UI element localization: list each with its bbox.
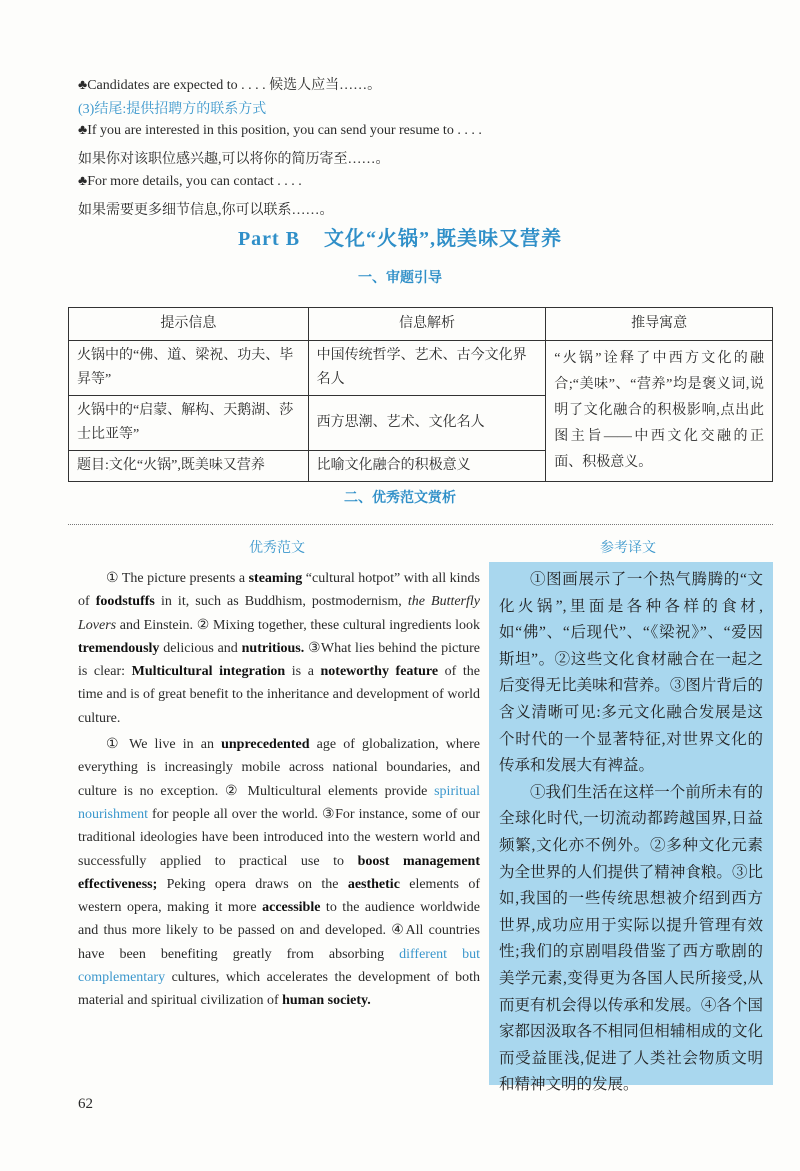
table-merged-cell: “火锅”诠释了中西方文化的融合;“美味”、“营养”均是褒义词,说明了文化融合的积极影响,点出此图主旨——中西文化交融的正面、积极意义。 bbox=[546, 341, 773, 482]
bold-phrase: steaming bbox=[248, 571, 303, 586]
highlighted-phrase: different but complementary bbox=[78, 946, 480, 986]
table-cell: 比喻文化融合的积极意义 bbox=[308, 451, 546, 482]
table-row bbox=[69, 341, 773, 396]
page-number: 62 bbox=[78, 1096, 93, 1112]
table-cell: 火锅中的“佛、道、梁祝、功夫、毕昇等” bbox=[69, 341, 309, 396]
text-run: delicious and bbox=[159, 640, 242, 656]
table-header: 推导寓意 bbox=[546, 308, 773, 341]
text-run: ① The picture presents a bbox=[106, 571, 249, 586]
top-line-3: ♣If you are interested in this position, you can send your resume to . . . . bbox=[78, 123, 482, 138]
table-cell: 火锅中的“启蒙、解构、天鹅湖、莎士比亚等” bbox=[69, 396, 309, 451]
part-title: Part B 文化“火锅”,既美味又营养 bbox=[237, 228, 563, 250]
text-run: to the audience worldwide and thus more likely to be passed on and developed. ④All countries have been benefiting greatly from absorbing bbox=[78, 900, 480, 962]
section-heading-1: 一、审题引导 bbox=[358, 271, 442, 286]
top-line-6: 如果需要更多细节信息,你可以联系……。 bbox=[78, 203, 334, 218]
text-run: ① We live in an bbox=[106, 737, 222, 753]
analysis-table bbox=[68, 307, 773, 482]
bold-phrase: tremendously bbox=[78, 640, 160, 656]
text-run: ③What lies behind the picture is clear: bbox=[78, 640, 481, 680]
bold-phrase: nutritious. bbox=[241, 640, 305, 656]
bold-phrase: unprecedented bbox=[221, 737, 310, 753]
translation-paragraph: ①图画展示了一个热气腾腾的“文化火锅”,里面是各种各样的食材,如“佛”、“后现代”、“《梁祝》”、“爱因斯坦”。②这些文化食材融合在一起之后变得无比美味和营养。③图片背后的含义清晰可见:多元文化融合发展是这个时代的一个显著特征,对世界文化的传承和发展大有裨益。 bbox=[499, 571, 763, 775]
top-line-2: (3)结尾:提供招聘方的联系方式 bbox=[78, 102, 267, 117]
bold-phrase: noteworthy feature bbox=[320, 664, 439, 680]
table-cell: 西方思潮、艺术、文化名人 bbox=[308, 396, 546, 451]
section-heading-2: 二、优秀范文赏析 bbox=[344, 491, 456, 506]
bold-phrase: human society. bbox=[282, 993, 371, 1009]
text-run: of the time and is of great benefit to the inheritance and development of world culture. bbox=[78, 664, 480, 726]
table-cell: 中国传统哲学、艺术、古今文化界名人 bbox=[308, 341, 546, 396]
italic-title: the Butterfly Lovers bbox=[78, 594, 480, 633]
top-line-4: 如果你对该职位感兴趣,可以将你的简历寄至……。 bbox=[78, 152, 390, 167]
text-run: is a bbox=[285, 664, 321, 680]
translation-paragraph: ①我们生活在这样一个前所未有的全球化时代,一切流动都跨越国界,日益频繁,文化亦不例外。②多种文化元素为全世界的人们提供了精神食粮。③比如,我国的一些传统思想被介绍到西方世界,成功应用于实际以提升管理有效性;我们的京剧唱段借鉴了西方歌剧的美学元素,变得更为各国人民所接受,从而更有机会得以传承和发展。④各个国家都因汲取各不相同但相辅相成的文化而受益匪浅,促进了人类社会物质文明和精神文明的发展。 bbox=[499, 783, 763, 1094]
text-run: Peking opera draws on the bbox=[157, 876, 348, 892]
essay-text bbox=[78, 567, 480, 1013]
dotted-divider bbox=[68, 524, 773, 525]
bold-phrase: foodstuffs bbox=[95, 594, 155, 610]
bold-phrase: accessible bbox=[262, 900, 321, 916]
text-run: age of globalization, where everything is increasingly mobile across national boundaries, and culture is no exception. ② Multicultural elements provide bbox=[78, 737, 480, 799]
table-cell: 题目:文化“火锅”,既美味又营养 bbox=[69, 451, 309, 482]
translation-box bbox=[489, 562, 773, 1094]
table-header: 提示信息 bbox=[69, 308, 309, 341]
text-run: “cultural hotpot” with all kinds of bbox=[78, 571, 481, 610]
table-header-row bbox=[69, 308, 773, 341]
translation-heading: 参考译文 bbox=[600, 541, 656, 556]
text-run: in it, such as Buddhism, postmodernism, bbox=[154, 594, 408, 610]
bold-phrase: boost management effectiveness; bbox=[78, 853, 480, 892]
essay-paragraph bbox=[78, 733, 480, 1013]
table-header: 信息解析 bbox=[308, 308, 546, 341]
text-run: for people all over the world. ③For instance, some of our traditional ideologies have been introduced into the western world and successfully applied to practical use to bbox=[78, 806, 480, 869]
text-run: elements of western opera, making it more bbox=[78, 876, 480, 916]
highlighted-phrase: spiritual nourishment bbox=[78, 783, 480, 822]
essay-heading: 优秀范文 bbox=[249, 541, 305, 556]
bold-phrase: Multicultural integration bbox=[131, 664, 286, 680]
top-line-1: ♣Candidates are expected to . . . . 候选人应当……。 bbox=[78, 78, 382, 93]
top-line-5: ♣For more details, you can contact . . . . bbox=[78, 174, 302, 189]
text-run: cultures, which accelerates the development of both material and spiritual civilization of bbox=[78, 970, 480, 1009]
bold-phrase: aesthetic bbox=[347, 876, 400, 892]
essay-paragraph bbox=[78, 567, 480, 730]
text-run: and Einstein. ② Mixing together, these cultural ingredients look bbox=[116, 617, 480, 633]
